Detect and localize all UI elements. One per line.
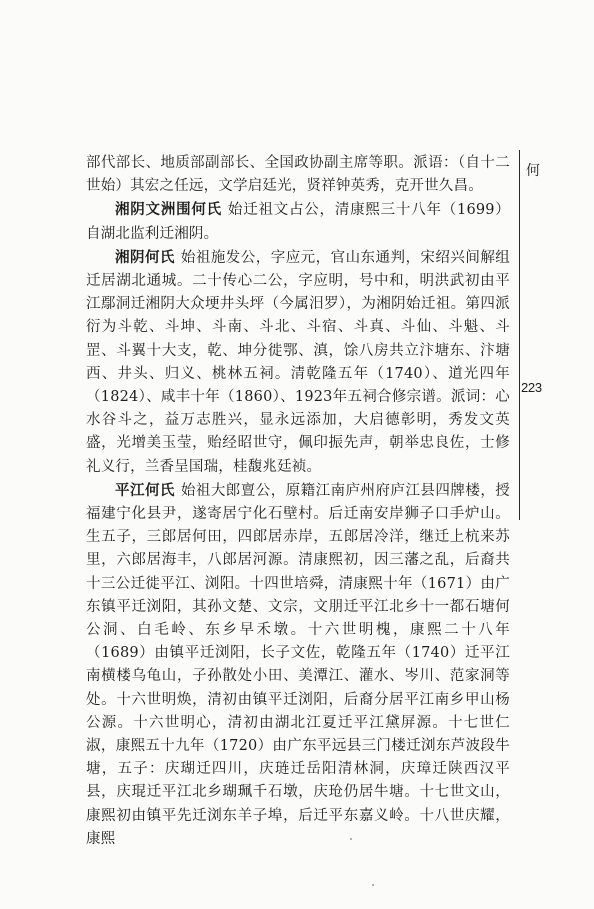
body-text xyxy=(86,152,510,851)
paragraph-pingjiang-he xyxy=(86,479,510,851)
page-number: 223 xyxy=(521,380,542,395)
paragraph-text: 始祖施发公，字应元，官山东通判，宋绍兴间解组迁居湖北通城。二十传心二公，字应明，号中和，明洪武初由平江鄢洞迁湘阴大众埂井头坪（今属汨罗），为湘阴始迁祖。第四派衍为斗乾、斗坤、斗南、斗北、斗宿、斗真、斗仙、斗魁、斗罡、斗翼十大支，乾、坤分徙鄂、滇，馀八房共立汴塘东、汴塘西、井头、归义、桃林五祠。清乾隆五年（1740）、道光四年（1824）、咸丰十年（1860）、1923年五祠合修宗谱。派词：心水谷斗之，益万志胜兴，显永远添加，大启德彰明，秀发文英盛，光增美玉莹，贻经昭世守，佩印振先声，朝举忠良佐，士修礼义行，兰香呈国瑞，桂馥兆廷祯。 xyxy=(86,249,510,475)
margin-rule xyxy=(519,150,520,520)
clan-heading: 湘阴文洲围何氏 xyxy=(115,201,222,219)
paragraph-text: 部代部长、地质部副部长、全国政协副主席等职。派语：（自十二世始）其宏之任远，文学启廷光，贤祥钟英秀，克开世久昌。 xyxy=(86,155,510,195)
paragraph-text: 始迁祖文占公，清康熙三十八年（1699）自湖北监利迁湘阴。 xyxy=(86,202,510,242)
scan-speck xyxy=(372,884,374,886)
section-marker: 何 xyxy=(526,163,540,179)
clan-heading: 平江何氏 xyxy=(115,481,175,499)
paragraph-text: 始祖大郎亶公，原籍江南庐州府庐江县四牌楼，授福建宁化县尹，遂寄居宁化石壁村。后迁南安岸狮子口手炉山。生五子，三郎居何田，四郎居赤岸，五郎居冷洋，继迁上杭来苏里，六郎居海丰，八郎居河源。清康熙初，因三藩之乱，后裔共十三公迁徙平江、浏阳。十四世培舜，清康熙十年（1671）由广东镇平迁浏阳，其孙文楚、文宗，文朋迁平江北乡十一都石塘何公洞、白毛岭、东乡早禾墩。十六世明槐，康熙二十八年（1689）由镇平迁浏阳，长子文佐，乾隆五年（1740）迁平江南横楼乌龟山，子孙散处小田、美潭江、灌水、岑川、范家洞等处。十六世明焕，清初由镇平迁浏阳，后裔分居平江南乡甲山杨公源。十六世明心，清初由湖北江夏迁平江黛屏源。十七世仁淑，康熙五十九年（1720）由广东平远县三门楼迁浏东芦波段牛塘，五子：庆瑚迁四川，庆琏迁岳阳清林洞，庆璋迁陕西汉平县，庆琨迁平江北乡瑚珮千石墩，庆玱仍居牛塘。十七世文山，康熙初由镇平先迁浏东羊子埠，后迁平东嘉义岭。十八世庆耀，康熙 xyxy=(86,482,510,847)
scan-speck xyxy=(350,838,352,840)
paragraph-xiangyin-he xyxy=(86,246,510,479)
paragraph-wenzhouwei-he xyxy=(86,198,510,245)
clan-heading: 湘阴何氏 xyxy=(115,248,175,266)
paragraph-continuation xyxy=(86,152,510,198)
